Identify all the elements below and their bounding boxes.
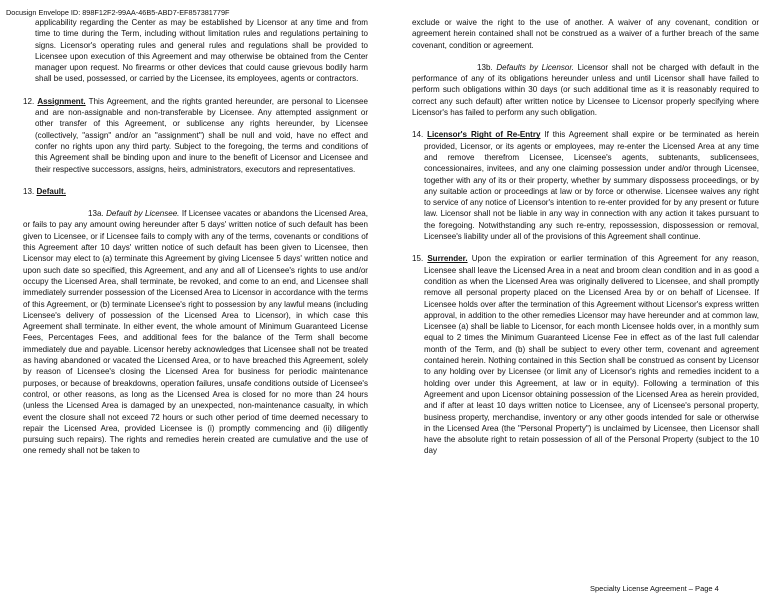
section-number: 13. [23,186,35,196]
section-text: This Agreement, and the rights granted hereunder, are personal to Licensee and are non-assignable and non-transferable by Licensee. Any attempted assignment or other transfer of this Agreement, or sublicense any rights hereunder, by Licensee (collectively, "assign" and/or an "assignment") shall be null and void, have no effect and confer no rights upon any third party. Subject to the foregoing, the terms and conditions of this Agreement shall be binding upon and inure to the benefit of Licensor and Licensee and their respective successors, assigns, heirs, administrators, executors and representatives. [35,96,368,174]
left-column [23,17,368,457]
subsection-heading: Defaults by Licensor. [496,62,575,72]
section-14 [412,129,759,242]
section-text: Upon the expiration or earlier termination of this Agreement for any reason, Licensee shall leave the Licensed Area in a neat and broom clean condition and in as good a condition as when the Licensed Area was originally delivered to Licensee, and shall promptly remove all personal property placed on the Licensed Area by or on behalf of Licensee. If Licensee holds over after the termination of this Agreement without Licensor's express written approval, in addition to the other remedies Licensor may have hereunder and at common law, Licensee (a) shall be liable to Licensor, for each month Licensee holds over, in a monthly sum equal to 2 times the Minimum Guaranteed License Fee in effect as of the last full calendar month of the Term, and (b) shall be subject to every other term, covenant and agreement contained herein. Nothing contained in this Section shall be construed as consent by Licensor to any holding over by Licensee (or limit any of Licensor's rights and remedies incident to a holding over under this Agreement, at law or in equity). Following a termination of this Agreement and upon Licensor obtaining possession of the Licensed Area as herein provided, and if after at least 10 days written notice to Licensee, any of Licensee's personal property, business property, merchandise, inventory or any other goods intended for sale or otherwise in the Licensed Area (the "Personal Property") is unclaimed by Licensee, then Licensor shall have the absolute right to retain possession of all of the Personal Property (subject to the 10 day [424,254,759,456]
section-heading-default: Default. [36,186,66,196]
continued-paragraph: applicability regarding the Center as may be established by Licensor at any time and from time to time during the Term, including without limitation rules and regulations pertaining to signs. Licensor's operating rules and general rules and regulations shall be provided to Licensee upon execution of this Agreement and may otherwise be obtained from the Center manager upon request. No firearms or other devices that could cause grievous bodily harm shall be used, possessed, or carried by the Licensee, its employees, agents or contractors. [35,18,368,84]
section-heading-surrender: Surrender. [427,254,468,264]
section-12 [23,96,368,175]
continued-paragraph: exclude or waive the right to the use of another. A waiver of any covenant, condition or agreement herein contained shall not be construed as a waiver of a further breach of the same covenant, condition or agreement. [412,18,759,50]
section-13-title [23,186,368,197]
subsection-label: 13a. [88,209,104,219]
section-text: If this Agreement shall expire or be terminated as herein provided, Licensor, or its agents or employees, may re-enter the Licensed Area at any time and remove therefrom Licensee, Licensee's agents, subtenants, sublicensees, concessionaires, invitees, and any one claiming possession under and/or through Licensee, together with any of its or their property, whether by summary dispossess proceedings, or by any suitable action or proceedings at law or by force or otherwise. Licensee waives any right to service of any notice of Licensor's intention to re-enter provided for by any present or future law. Licensor shall not be liable in any way in connection with any action it takes pursuant to the foregoing. Notwithstanding any such re-entry, repossession, dispossession or removal, Licensee's liability under all of the provisions of this Agreement shall continue. [424,130,759,242]
section-number: 12. [23,96,35,106]
subsection-label: 13b. [477,62,493,72]
subsection-heading: Default by Licensee. [106,209,180,219]
envelope-id: Docusign Envelope ID: 898F12F2-99AA-46B5-ABD7-EF857381779F [6,8,230,17]
section-number: 14. [412,130,424,140]
page-footer: Specialty License Agreement – Page 4 [590,584,719,593]
subsection-text: Licensor shall not be charged with default in the performance of any of its obligations hereunder unless and until Licensor shall have failed to perform such obligations within 30 days (or such additional time as it is reasonably required to correct any such default) after written notice by Licensee to Licensor properly specifying where Licensor's has failed to perform any such obligation. [412,62,759,118]
subsection-text: If Licensee vacates or abandons the Licensed Area, or fails to pay any amount owing hereunder after 5 days' written notice of such default has been given to Licensee, or if Licensee fails to comply with any of the terms, covenants or conditions of this Agreement after 10 days' written notice of such default has been given to Licensee, then Licensor may elect to (a) terminate this Agreement by giving Licensee 5 days' written notice and upon such date so specified, this Agreement, and any and all of Licensee's rights to use and/or occupy the Licensed Area, shall terminate, be revoked, and come to an end, and Licensee shall immediately surrender possession of the Licensed Area to Licensor in accordance with the terms of this Agreement, or (b) terminate Licensee's right to possession by any lawful means (including Licensee's delivery of possession of the Licensed Area to Licensor), in which case this Agreement shall terminate. In either event, the whole amount of Minimum Guaranteed License Fees, Percentages Fees, and additional fees for the balance of the Term shall become immediately due and payable. Licensor hereby acknowledges that Licensee shall not be treated as having abandoned or vacated the Licensed Area, or to have breached this Agreement, solely by reason of Licensee's closing the Licensed Area for business for periodic maintenance purposes, or because of breakdowns, operation failures, unsafe conditions outside of Licensee's control, or other reasons, as long as the Licensed Area is closed for no more than 24 hours (unless the Licensed Area is damaged by an unexpected, non-maintenance casualty, in which event the closure shall not exceed 72 hours or such other period of time deemed necessary to repair the Licensed Area, provided Licensee is (i) promptly commencing and (ii) diligently pursuing such repairs). The rights and remedies herein created are cumulative and the use of one remedy shall not be taken to [23,209,368,456]
section-heading-assignment: Assignment. [37,96,86,106]
section-heading-re-entry: Licensor's Right of Re-Entry [427,130,541,140]
section-13a [23,208,368,457]
section-number: 15. [412,254,424,264]
right-column [412,17,759,457]
section-13b [412,62,759,118]
section-15 [412,253,759,456]
